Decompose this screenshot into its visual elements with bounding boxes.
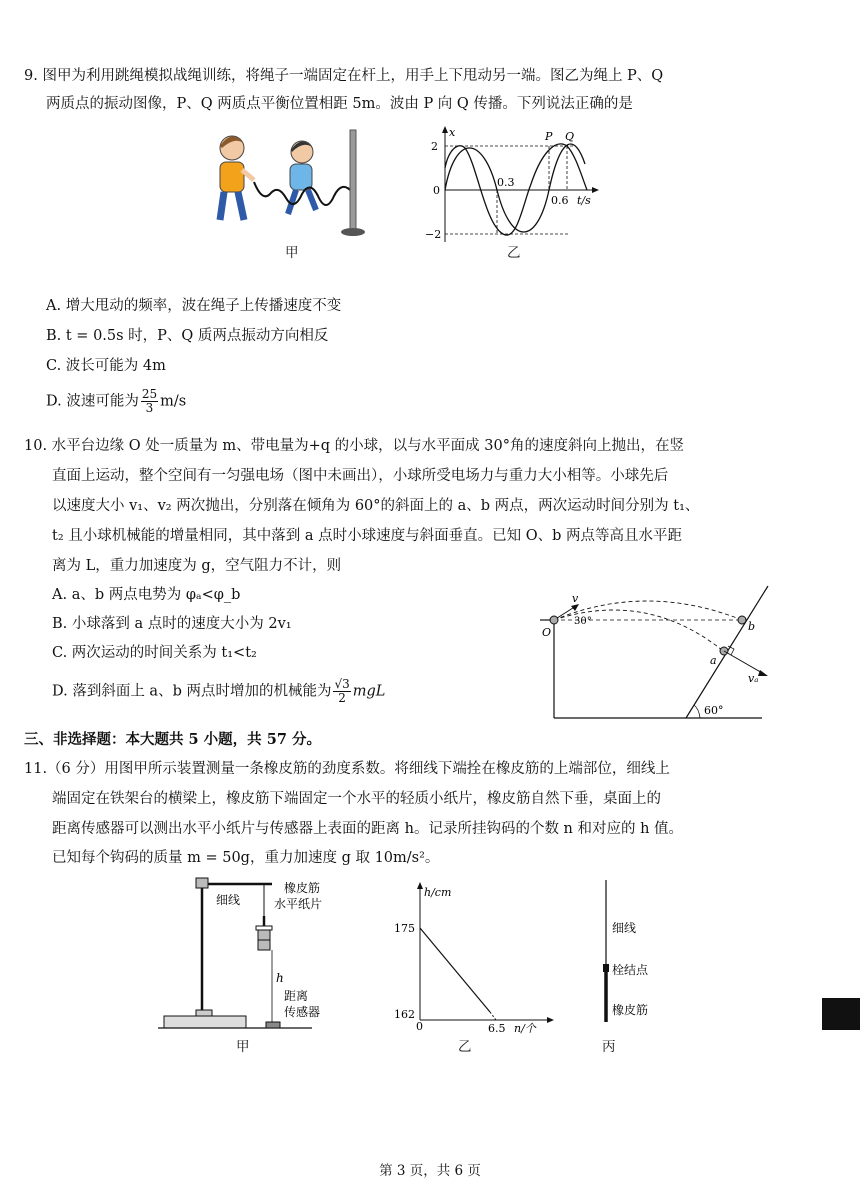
yi2-x-label: n/个 <box>514 1022 536 1035</box>
stand-foot <box>196 1010 212 1016</box>
q9-option-d-num: 25 <box>141 387 158 401</box>
q9-option-d-unit: m/s <box>160 393 187 410</box>
q9-option-d-text: D. 波速可能为 <box>46 393 139 410</box>
q10-option-d-fraction <box>333 678 350 705</box>
yi-label-P: P <box>545 130 553 143</box>
yi-y-bottom: −2 <box>425 228 442 241</box>
q11-figure-yi <box>392 880 562 1035</box>
yi2-y-arrow <box>417 882 423 889</box>
yi-y-zero: 0 <box>433 184 440 197</box>
q10-option-c: C. 两次运动的时间关系为 t₁<t₂ <box>52 645 257 661</box>
q10-label-60: 60° <box>704 704 724 717</box>
q9-figure-yi <box>425 124 605 254</box>
q10-stem-line3: 以速度大小 v₁、v₂ 两次抛出，分别落在倾角为 60°的斜面上的 a、b 两点，两次运动时间分别为 t₁、 <box>52 498 700 514</box>
q10-stem-line1: 10. 水平台边缘 O 处一质量为 m、带电量为+q 的小球，以与水平面成 30°角的速度斜向上抛出，在竖 <box>24 438 684 454</box>
q11-caption-bing: 丙 <box>602 1039 616 1055</box>
q10-option-d-num: √3 <box>334 677 350 691</box>
yi-y-arrow <box>442 126 448 133</box>
q10-label-b: b <box>748 620 756 633</box>
q11-caption-yi: 乙 <box>458 1039 472 1055</box>
h-n-line-dash <box>490 1012 496 1020</box>
q9-option-d-den: 3 <box>145 401 154 415</box>
yi2-x-arrow <box>547 1017 554 1023</box>
jia-label-sensor2: 传感器 <box>284 1005 321 1019</box>
yi-tick-03: 0.3 <box>497 176 515 189</box>
yi2-y-bottom: 162 <box>394 1008 415 1021</box>
q10-label-30: 30° <box>574 616 592 627</box>
jia-label-xixian: 细线 <box>216 893 241 907</box>
boy2-body <box>290 164 312 190</box>
side-tab-marker <box>822 998 860 1030</box>
stand-clamp <box>196 878 208 888</box>
q11-caption-jia: 甲 <box>236 1039 250 1055</box>
q10-option-d <box>52 678 385 705</box>
q11-figure-jia <box>154 872 323 1052</box>
q11-stem-line1: 11.（6 分）用图甲所示装置测量一条橡皮筋的劲度系数。将细线下端拴在橡皮筋的上端部位，细线上 <box>24 761 670 777</box>
q10-option-d-den: 2 <box>338 691 346 705</box>
yi-x-label: t/s <box>577 194 591 207</box>
q10-label-a: a <box>710 654 717 667</box>
q10-stem-line5: 离为 L，重力加速度为 g，空气阻力不计，则 <box>52 558 342 574</box>
q9-option-a: A. 增大甩动的频率，波在绳子上传播速度不变 <box>46 298 342 314</box>
yi2-y-label: h/cm <box>424 886 452 899</box>
ball-b <box>738 616 746 624</box>
q11-stem-line3: 距离传感器可以测出水平小纸片与传感器上表面的距离 h。记录所挂钩码的个数 n 和对应的 h 值。 <box>52 821 684 837</box>
yi-x-arrow <box>592 187 599 193</box>
q10-figure <box>536 584 776 724</box>
q11-figure-bing <box>596 876 676 1026</box>
sensor <box>266 1022 280 1028</box>
q10-label-v: v <box>572 592 579 605</box>
bing-knot <box>603 964 609 972</box>
yi2-y-top: 175 <box>394 922 415 935</box>
yi-y-label: x <box>449 126 456 139</box>
hook-weight-1 <box>258 930 270 940</box>
wave-P <box>445 144 585 232</box>
q9-stem-line2: 两质点的振动图像，P、Q 两质点平衡位置相距 5m。波由 P 向 Q 传播。下列说法正确的是 <box>46 96 633 112</box>
q10-stem-line2: 直面上运动，整个空间有一匀强电场（图中未画出），小球所受电场力与重力大小相等。小球先后 <box>52 468 669 484</box>
q11-stem-line2: 端固定在铁架台的横梁上，橡皮筋下端固定一个水平的轻质小纸片，橡皮筋自然下垂，桌面上的 <box>52 791 661 807</box>
q9-option-b: B. t = 0.5s 时，P、Q 质两点振动方向相反 <box>46 328 329 344</box>
jia-label-zhipian: 水平纸片 <box>274 897 323 911</box>
q9-stem-line1: 9. 图甲为利用跳绳模拟战绳训练，将绳子一端固定在杆上，用手上下甩动另一端。图乙为绳上 P、Q <box>24 68 664 84</box>
q10-option-b: B. 小球落到 a 点时的速度大小为 2v₁ <box>52 616 292 632</box>
v-arrowhead <box>571 604 579 611</box>
q9-option-d <box>46 388 186 415</box>
q9-caption-yi: 乙 <box>507 245 521 261</box>
pole-base <box>341 228 365 236</box>
q10-label-va: vₐ <box>748 672 759 685</box>
yi2-x-end: 6.5 <box>488 1022 506 1035</box>
q10-label-O: O <box>542 626 552 639</box>
yi-tick-06: 0.6 <box>551 194 569 207</box>
va-arrow <box>724 651 764 674</box>
q10-option-a: A. a、b 两点电势为 φₐ<φ_b <box>52 587 241 603</box>
bing-label-xixian: 细线 <box>612 921 637 935</box>
q9-figure-jia <box>210 122 370 262</box>
boy1-legs <box>220 192 244 220</box>
q11-stem-line4: 已知每个钩码的质量 m = 50g，重力加速度 g 取 10m/s²。 <box>52 850 440 866</box>
q9-caption-jia: 甲 <box>285 245 299 261</box>
yi2-x-zero: 0 <box>416 1020 423 1033</box>
q9-option-c: C. 波长可能为 4m <box>46 358 166 374</box>
q10-stem-line4: t₂ 且小球机械能的增量相同，其中落到 a 点时小球速度与斜面垂直。已知 O、b 两点等高且水平距 <box>52 528 682 544</box>
section-3-heading: 三、非选择题：本大题共 5 小题，共 57 分。 <box>24 731 321 748</box>
yi-label-Q: Q <box>565 130 575 143</box>
yi-y-top: 2 <box>431 140 438 153</box>
jia-label-xiangpijin: 橡皮筋 <box>284 881 321 895</box>
page-footer: 第 3 页，共 6 页 <box>379 1163 481 1179</box>
stand-base <box>164 1016 246 1028</box>
jia-label-h: h <box>276 971 284 985</box>
angle-60-arc <box>694 705 700 718</box>
q10-option-d-post: mgL <box>352 683 386 700</box>
paper-strip <box>256 926 272 930</box>
h-n-line <box>420 928 490 1012</box>
q9-option-d-fraction <box>141 388 158 415</box>
ball-O <box>550 616 558 624</box>
pole <box>350 130 356 230</box>
hook-weight-2 <box>258 940 270 950</box>
jia-label-sensor1: 距离 <box>284 989 309 1003</box>
bing-label-xiangpijin: 橡皮筋 <box>612 1003 649 1017</box>
boy1-body <box>220 162 244 192</box>
bing-label-knot: 栓结点 <box>612 963 649 977</box>
q10-option-d-text: D. 落到斜面上 a、b 两点时增加的机械能为 <box>52 683 332 700</box>
